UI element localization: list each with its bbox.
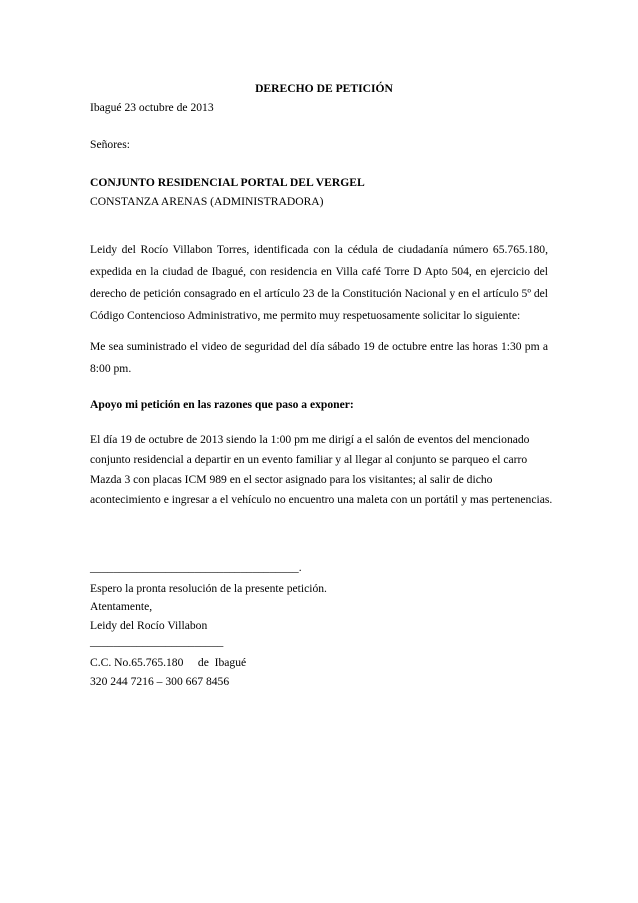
reasons-paragraph: [90, 430, 553, 510]
id-line: C.C. No.65.765.180 de Ibagué: [90, 656, 247, 669]
request-paragraph: [90, 336, 548, 380]
reasons-line: conjunto residencial a departir en un evento familiar y al llegar al conjunto se parqueo el carro: [90, 453, 528, 466]
reasons-line: Mazda 3 con placas ICM 989 en el sector asignado para los visitantes; al salir de dicho: [90, 473, 493, 486]
intro-line: derecho de petición consagrado en el artículo 23 de la Constitución Nacional y en el artículo 5º del: [90, 287, 548, 300]
blank-underline: ____________________________________.: [90, 561, 302, 574]
reasons-line: El día 19 de octubre de 2013 siendo la 1:00 pm me dirigí a el salón de eventos del mencionado: [90, 433, 530, 446]
closing: Atentamente,: [90, 600, 153, 613]
salutation: Señores:: [90, 138, 130, 151]
signer-name: Leidy del Rocío Villabon: [90, 619, 208, 632]
reasons-line: acontecimiento e ingresar a el vehículo no encuentro una maleta con un portátil y mas pertenencias.: [90, 493, 553, 506]
request-line: Me sea suministrado el video de seguridad del día sábado 19 de octubre entre las horas 1:30 pm a: [90, 340, 548, 353]
request-line: 8:00 pm.: [90, 362, 132, 375]
recipient-organization: CONJUNTO RESIDENCIAL PORTAL DEL VERGEL: [90, 176, 365, 189]
recipient-person: CONSTANZA ARENAS (ADMINISTRADORA): [90, 195, 324, 208]
intro-line: Código Contencioso Administrativo, me permito muy respetuosamente solicitar lo siguiente:: [90, 309, 521, 322]
document-title: DERECHO DE PETICIÓN: [255, 82, 393, 95]
intro-line: Leidy del Rocío Villabon Torres, identificada con la cédula de ciudadanía número 65.765.180,: [90, 243, 548, 256]
signature-line: _______________________: [90, 635, 224, 648]
phone-line: 320 244 7216 – 300 667 8456: [90, 675, 230, 688]
closing-request: Espero la pronta resolución de la presente petición.: [90, 582, 327, 595]
intro-line: expedida en la ciudad de Ibagué, con residencia en Villa café Torre D Apto 504, en ejercicio del: [90, 265, 548, 278]
date-line: Ibagué 23 octubre de 2013: [90, 101, 214, 114]
reasons-heading: Apoyo mi petición en las razones que paso a exponer:: [90, 398, 354, 411]
intro-paragraph: [90, 239, 548, 327]
